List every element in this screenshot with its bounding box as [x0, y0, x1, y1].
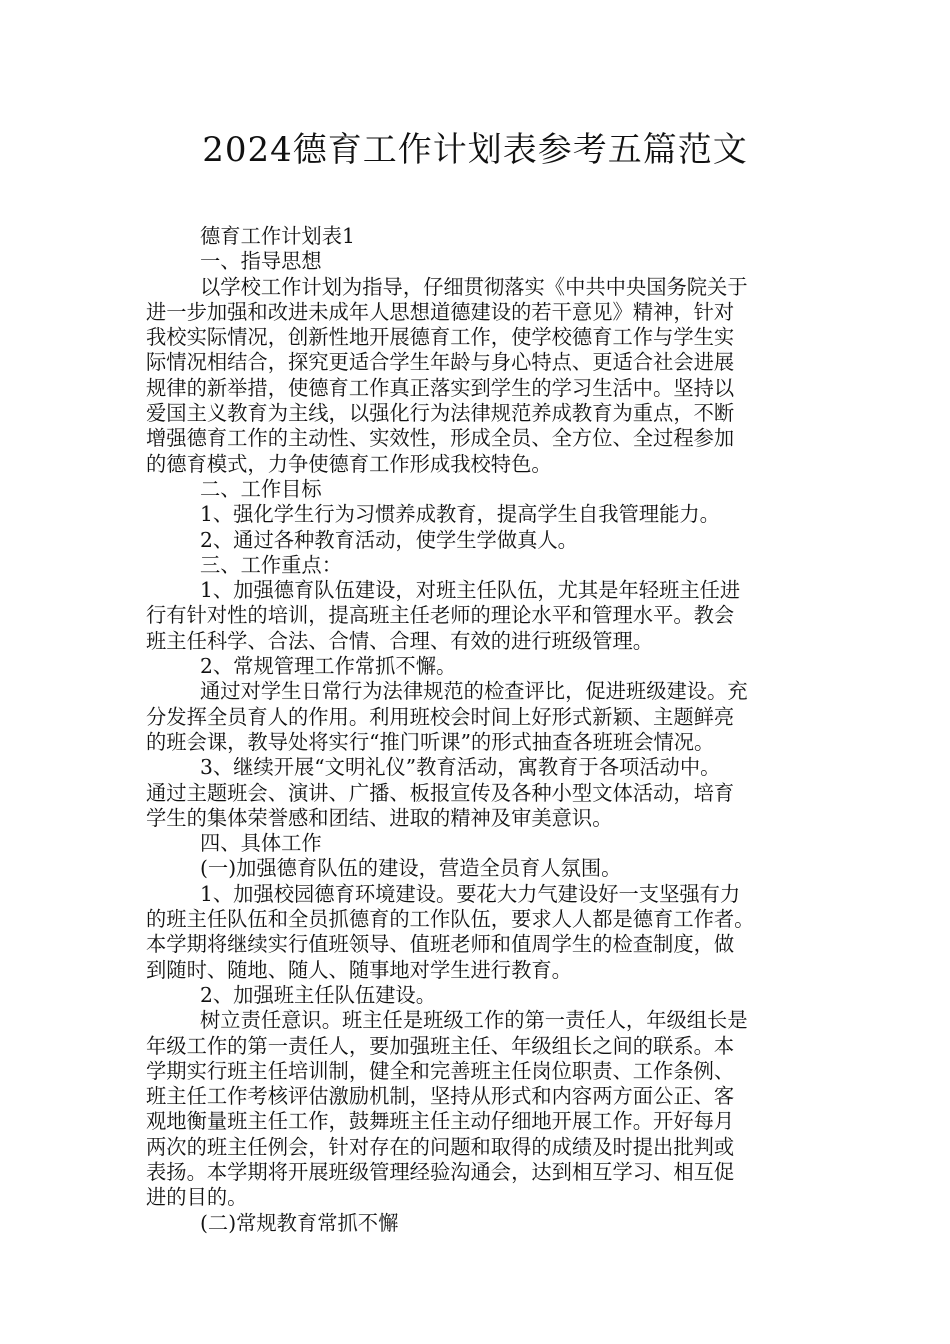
text-line: 以学校工作计划为指导，仔细贯彻落实《中共中央国务院关于 — [200, 274, 748, 299]
text-line: 进的目的。 — [146, 1185, 248, 1210]
text-line: 一、指导思想 — [200, 249, 322, 274]
text-line: 学期实行班主任培训制，健全和完善班主任岗位职责、工作条例、 — [146, 1058, 735, 1083]
text-line: 的德育模式，力争使德育工作形成我校特色。 — [146, 451, 552, 476]
text-line: 年级工作的第一责任人，要加强班主任、年级组长之间的联系。本 — [146, 1033, 735, 1058]
document-body — [146, 224, 808, 1236]
text-line: 进一步加强和改进未成年人思想道德建设的若干意见》精神，针对 — [146, 299, 735, 324]
text-line: 本学期将继续实行值班领导、值班老师和值周学生的检查制度，做 — [146, 932, 735, 957]
text-line: (二)常规教育常抓不懈 — [200, 1210, 399, 1235]
text-line: 行有针对性的培训，提高班主任老师的理论水平和管理水平。教会 — [146, 603, 735, 628]
text-line: 规律的新举措，使德育工作真正落实到学生的学习生活中。坚持以 — [146, 375, 735, 400]
text-line: 爱国主义教育为主线，以强化行为法律规范养成教育为重点，不断 — [146, 401, 735, 426]
text-line: 的班主任队伍和全员抓德育的工作队伍，要求人人都是德育工作者。 — [146, 907, 755, 932]
text-line: 分发挥全员育人的作用。利用班校会时间上好形式新颖、主题鲜亮 — [146, 704, 735, 729]
text-line: 班主任科学、合法、合情、合理、有效的进行班级管理。 — [146, 628, 654, 653]
text-line: 的班会课，教导处将实行“推门听课”的形式抽查各班班会情况。 — [146, 729, 715, 754]
text-line: 学生的集体荣誉感和团结、进取的精神及审美意识。 — [146, 805, 613, 830]
text-line: 2、加强班主任队伍建设。 — [200, 982, 436, 1007]
text-line: 1、强化学生行为习惯养成教育，提高学生自我管理能力。 — [200, 502, 720, 527]
text-line: 两次的班主任例会，针对存在的问题和取得的成绩及时提出批判或 — [146, 1134, 735, 1159]
text-line: 2、通过各种教育活动，使学生学做真人。 — [200, 527, 578, 552]
text-line: 观地衡量班主任工作，鼓舞班主任主动仔细地开展工作。开好每月 — [146, 1109, 735, 1134]
text-line: 1、加强校园德育环境建设。要花大力气建设好一支坚强有力 — [200, 881, 741, 906]
text-line: 1、加强德育队伍建设，对班主任队伍，尤其是年轻班主任进 — [200, 578, 741, 603]
text-line: 3、继续开展“文明礼仪”教育活动，寓教育于各项活动中。 — [200, 755, 721, 780]
text-line: 到随时、随地、随人、随事地对学生进行教育。 — [146, 957, 572, 982]
text-line: 班主任工作考核评估激励机制，坚持从形式和内容两方面公正、客 — [146, 1084, 735, 1109]
text-line: 我校实际情况，创新性地开展德育工作，使学校德育工作与学生实 — [146, 325, 735, 350]
document-title: 2024德育工作计划表参考五篇范文 — [202, 130, 748, 170]
text-line: 增强德育工作的主动性、实效性，形成全员、全方位、全过程参加 — [146, 426, 735, 451]
text-line: 四、具体工作 — [200, 831, 322, 856]
text-line: 表扬。本学期将开展班级管理经验沟通会，达到相互学习、相互促 — [146, 1159, 735, 1184]
text-line: 三、工作重点： — [200, 552, 342, 577]
text-line: (一)加强德育队伍的建设，营造全员育人氛围。 — [200, 856, 622, 881]
text-line: 际情况相结合，探究更适合学生年龄与身心特点、更适合社会进展 — [146, 350, 735, 375]
text-line: 通过主题班会、演讲、广播、板报宣传及各种小型文体活动，培育 — [146, 780, 735, 805]
text-line: 树立责任意识。班主任是班级工作的第一责任人，年级组长是 — [200, 1008, 748, 1033]
text-line: 2、常规管理工作常抓不懈。 — [200, 654, 457, 679]
text-line: 二、工作目标 — [200, 476, 322, 501]
text-line: 德育工作计划表1 — [200, 224, 355, 248]
text-line: 通过对学生日常行为法律规范的检查评比，促进班级建设。充 — [200, 679, 748, 704]
